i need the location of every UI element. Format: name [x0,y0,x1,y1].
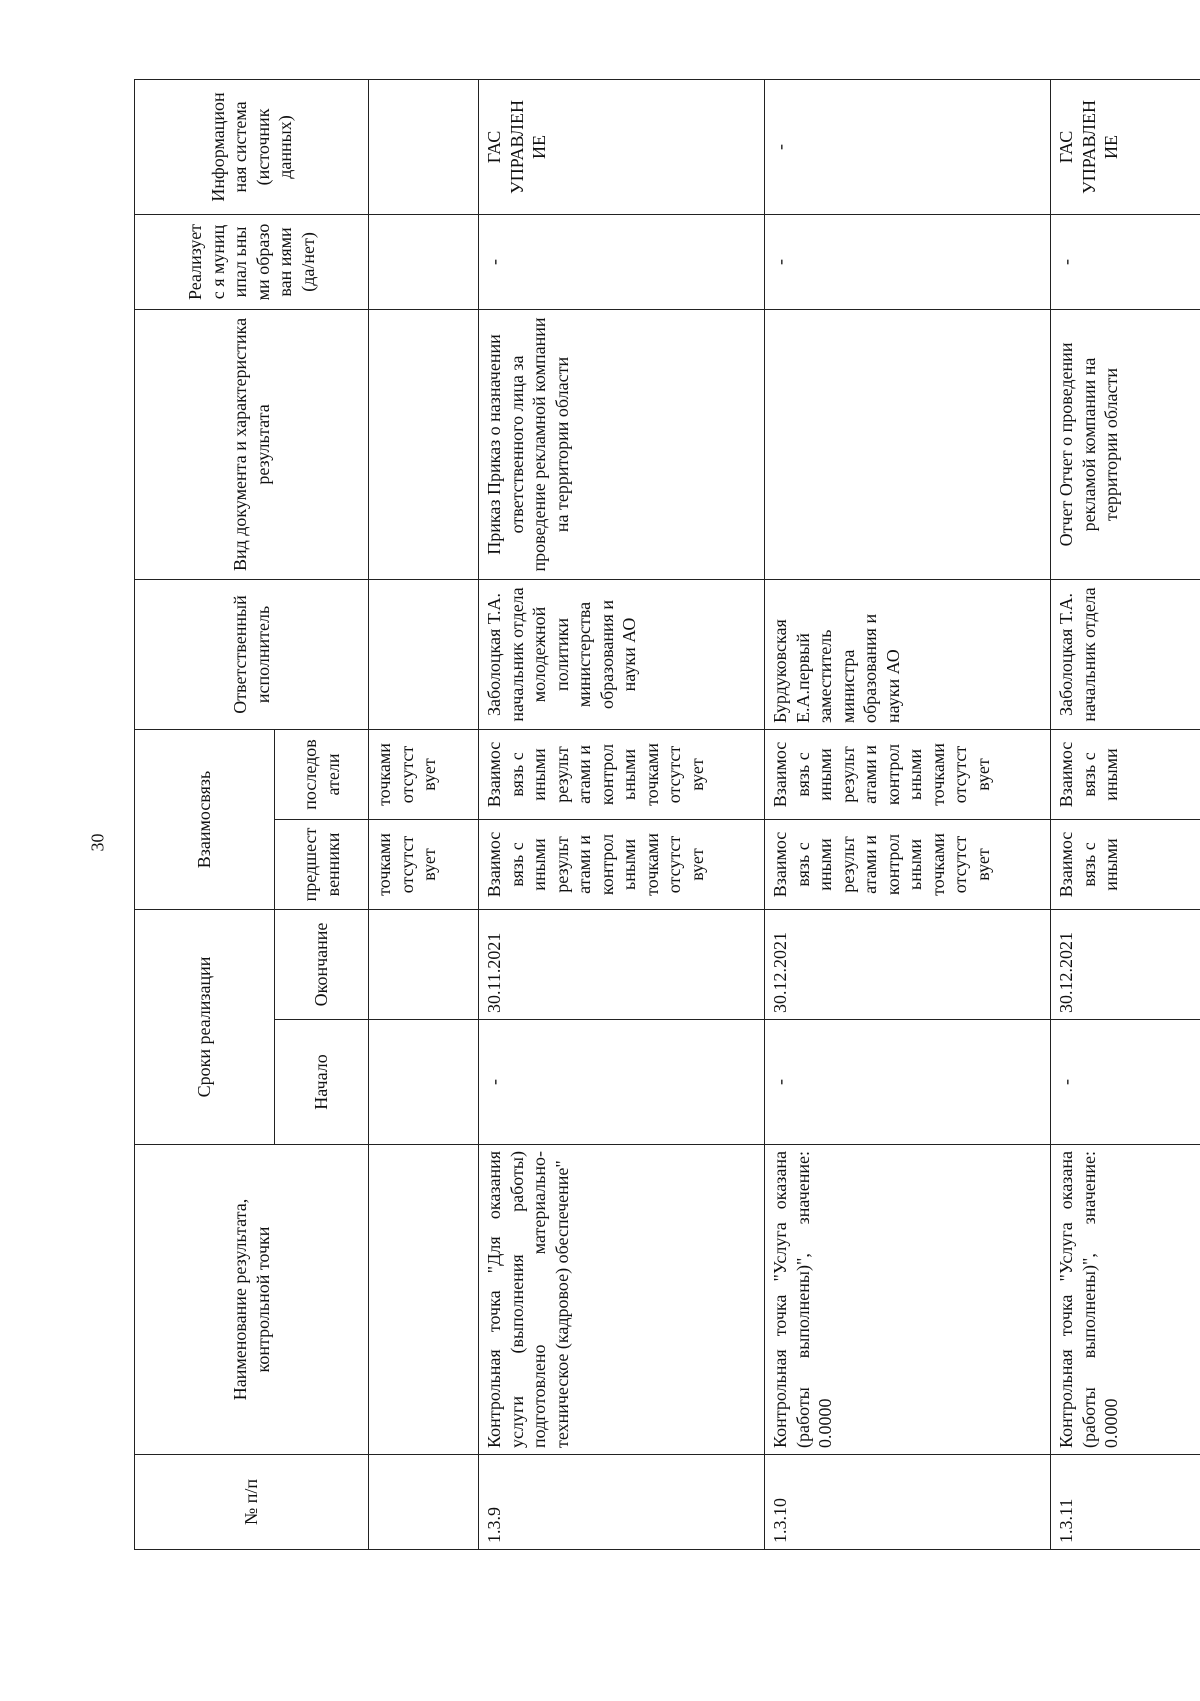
table-row [1051,79,1200,1549]
table-row [479,79,765,1549]
cell-municipal: - [479,214,765,309]
cell-successors: Взаимос вязь с иными результ атами и контрол ьными точками отсутст вует [479,729,765,819]
cell-end [369,909,479,1019]
cell-responsible [369,579,479,729]
header-links: Взаимосвязь [135,729,275,909]
header-row-1 [135,79,275,1549]
cell-municipal [369,214,479,309]
cell-responsible: Заболоцкая Т.А. начальник отдела [1051,579,1200,729]
cell-info-system: - [765,79,1051,214]
results-table [134,79,1200,1550]
cell-document [369,309,479,579]
cell-end: 30.12.2021 [1051,909,1200,1019]
cell-successors: Взаимос вязь с иными [1051,729,1200,819]
cell-name [369,1145,479,1455]
cell-num: 1.3.9 [479,1455,765,1550]
cell-municipal: - [765,214,1051,309]
cell-document: Приказ Приказ о назначении ответственного лица за проведение рекламной компании на территории области [479,309,765,579]
cell-start [369,1020,479,1145]
cell-start: - [479,1020,765,1145]
header-end: Окончание [275,909,369,1019]
header-name: Наименование результата, контрольной точки [135,1145,369,1455]
table-row-continuation [369,79,479,1549]
cell-successors: точками отсутст вует [369,729,479,819]
header-start: Начало [275,1020,369,1145]
table-row [765,79,1051,1549]
cell-info-system: ГАС УПРАВЛЕН ИЕ [1051,79,1200,214]
header-num: № п/п [135,1455,369,1550]
cell-responsible: Бурдуковская Е.А.первый заместитель министра образования и науки АО [765,579,1051,729]
cell-name: Контрольная точка "Услуга оказана (работы выполнены)", значение: 0.0000 [765,1145,1051,1455]
cell-predecessors: точками отсутст вует [369,819,479,909]
cell-num: 1.3.11 [1051,1455,1200,1550]
header-successors: последов атели [275,729,369,819]
cell-info-system: ГАС УПРАВЛЕН ИЕ [479,79,765,214]
cell-info-system [369,79,479,214]
header-predecessors: предшест венники [275,819,369,909]
cell-responsible: Заболоцкая Т.А. начальник отдела молодежной политики министерства образования и науки АО [479,579,765,729]
cell-document: Отчет Отчет о проведении рекламой компании на территории области [1051,309,1200,579]
cell-document [765,309,1051,579]
document-table-container [134,80,1200,1550]
cell-municipal: - [1051,214,1200,309]
cell-predecessors: Взаимос вязь с иными результ атами и контрол ьными точками отсутст вует [765,819,1051,909]
header-info-system: Информацион ная система (источник данных) [135,79,369,214]
cell-end: 30.11.2021 [479,909,765,1019]
header-dates: Сроки реализации [135,909,275,1144]
cell-start: - [765,1020,1051,1145]
cell-end: 30.12.2021 [765,909,1051,1019]
cell-name: Контрольная точка "Услуга оказана (работы выполнены)", значение: 0.0000 [1051,1145,1200,1455]
cell-name: Контрольная точка "Для оказания услуги (выполнения работы) подготовлено материально-техническое (кадровое) обеспечение" [479,1145,765,1455]
header-responsible: Ответственный исполнитель [135,579,369,729]
cell-start: - [1051,1020,1200,1145]
header-document: Вид документа и характеристика результата [135,309,369,579]
page-number: 30 [87,833,108,852]
cell-predecessors: Взаимос вязь с иными [1051,819,1200,909]
cell-successors: Взаимос вязь с иными результ атами и контрол ьными точками отсутст вует [765,729,1051,819]
cell-num: 1.3.10 [765,1455,1051,1550]
cell-predecessors: Взаимос вязь с иными результ атами и контрол ьными точками отсутст вует [479,819,765,909]
header-municipal: Реализуетс я муниципал ьными образован иями (да/нет) [135,214,369,309]
cell-num [369,1455,479,1550]
